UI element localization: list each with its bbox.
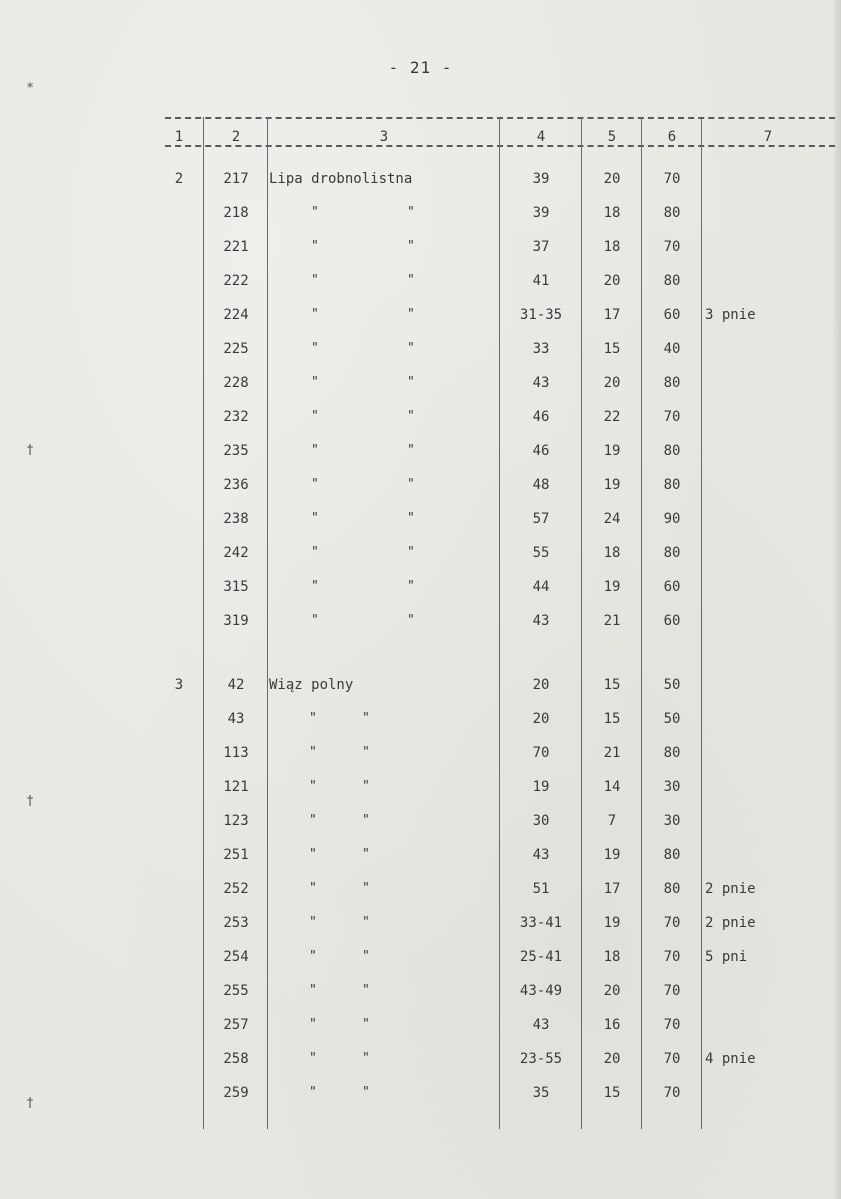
ditto-mark: " [362, 949, 370, 964]
cell-c2: 113 [223, 745, 249, 761]
cell-c2: 251 [223, 847, 249, 863]
cell-c4: 33-41 [519, 915, 563, 931]
table-row [165, 743, 835, 763]
ditto-mark: " [311, 375, 319, 390]
cell-c6: 70 [663, 949, 681, 965]
cell-c5: 17 [603, 307, 621, 323]
table-row [165, 237, 835, 257]
cell-c2: 217 [223, 171, 249, 187]
cell-c2: 221 [223, 239, 249, 255]
header-col-1: 1 [174, 129, 184, 145]
cell-c6: 70 [663, 983, 681, 999]
binder-hole-mark: † [26, 443, 34, 458]
cell-c4: 37 [532, 239, 550, 255]
cell-c5: 7 [607, 813, 617, 829]
ditto-mark: " [311, 545, 319, 560]
cell-c5: 18 [603, 239, 621, 255]
cell-c5: 19 [603, 443, 621, 459]
cell-c7: 2 pnie [705, 881, 756, 897]
cell-c4: 20 [532, 711, 550, 727]
cell-c2: 258 [223, 1051, 249, 1067]
cell-c7: 4 pnie [705, 1051, 756, 1067]
cell-c1: 3 [174, 677, 184, 693]
cell-c7: 2 pnie [705, 915, 756, 931]
cell-c6: 90 [663, 511, 681, 527]
cell-c4: 35 [532, 1085, 550, 1101]
ditto-mark: " [309, 813, 317, 828]
cell-c5: 20 [603, 171, 621, 187]
cell-c5: 21 [603, 613, 621, 629]
header-col-6: 6 [667, 129, 677, 145]
table-row [165, 811, 835, 831]
cell-c5: 22 [603, 409, 621, 425]
cell-c4: 43-49 [519, 983, 563, 999]
cell-c5: 19 [603, 847, 621, 863]
cell-c3: Wiąz polny [269, 677, 354, 693]
table-row [165, 675, 835, 695]
header-col-3: 3 [379, 129, 389, 145]
ditto-mark: " [407, 307, 415, 322]
table-row [165, 777, 835, 797]
cell-c2: 236 [223, 477, 249, 493]
ditto-mark: " [362, 915, 370, 930]
header-col-5: 5 [607, 129, 617, 145]
ditto-mark: " [407, 613, 415, 628]
cell-c5: 19 [603, 915, 621, 931]
ditto-mark: " [362, 983, 370, 998]
cell-c5: 15 [603, 677, 621, 693]
cell-c4: 43 [532, 1017, 550, 1033]
cell-c2: 232 [223, 409, 249, 425]
header-col-7: 7 [763, 129, 773, 145]
cell-c4: 43 [532, 847, 550, 863]
cell-c6: 60 [663, 579, 681, 595]
ditto-mark: " [311, 477, 319, 492]
cell-c2: 228 [223, 375, 249, 391]
ditto-mark: " [362, 779, 370, 794]
table-row [165, 271, 835, 291]
table-row [165, 543, 835, 563]
cell-c2: 224 [223, 307, 249, 323]
table-row [165, 509, 835, 529]
ditto-mark: " [309, 1017, 317, 1032]
cell-c2: 242 [223, 545, 249, 561]
cell-c4: 48 [532, 477, 550, 493]
cell-c5: 20 [603, 1051, 621, 1067]
ditto-mark: " [309, 949, 317, 964]
cell-c3: Lipa drobnolistna [269, 171, 413, 187]
cell-c6: 70 [663, 171, 681, 187]
cell-c5: 15 [603, 711, 621, 727]
table-row [165, 1049, 835, 1069]
cell-c6: 80 [663, 881, 681, 897]
cell-c2: 319 [223, 613, 249, 629]
ditto-mark: " [311, 341, 319, 356]
ditto-mark: " [311, 511, 319, 526]
cell-c4: 41 [532, 273, 550, 289]
ditto-mark: " [407, 239, 415, 254]
cell-c4: 43 [532, 375, 550, 391]
cell-c6: 80 [663, 205, 681, 221]
ditto-mark: " [309, 1051, 317, 1066]
cell-c6: 70 [663, 1017, 681, 1033]
cell-c4: 39 [532, 171, 550, 187]
binder-hole-mark: † [26, 794, 34, 809]
cell-c6: 80 [663, 477, 681, 493]
ditto-mark: " [407, 579, 415, 594]
cell-c6: 70 [663, 1051, 681, 1067]
cell-c1: 2 [174, 171, 184, 187]
cell-c2: 43 [227, 711, 245, 727]
ditto-mark: " [362, 1051, 370, 1066]
table-row [165, 913, 835, 933]
ditto-mark: " [311, 579, 319, 594]
cell-c4: 23-55 [519, 1051, 563, 1067]
page-number: - 21 - [388, 58, 453, 77]
header-col-4: 4 [536, 129, 546, 145]
table-row [165, 1015, 835, 1035]
ditto-mark: " [309, 745, 317, 760]
cell-c2: 222 [223, 273, 249, 289]
cell-c4: 30 [532, 813, 550, 829]
ditto-mark: " [407, 409, 415, 424]
cell-c5: 20 [603, 983, 621, 999]
binder-hole-mark: * [26, 81, 34, 96]
cell-c4: 55 [532, 545, 550, 561]
cell-c5: 18 [603, 545, 621, 561]
table-row [165, 709, 835, 729]
ditto-mark: " [309, 915, 317, 930]
cell-c4: 31-35 [519, 307, 563, 323]
cell-c6: 80 [663, 847, 681, 863]
cell-c6: 70 [663, 409, 681, 425]
ditto-mark: " [362, 1085, 370, 1100]
cell-c4: 57 [532, 511, 550, 527]
cell-c7: 5 pni [705, 949, 748, 965]
table-top-rule [165, 117, 835, 119]
ditto-mark: " [407, 375, 415, 390]
cell-c4: 70 [532, 745, 550, 761]
cell-c6: 50 [663, 677, 681, 693]
ditto-mark: " [309, 983, 317, 998]
table-row [165, 845, 835, 865]
cell-c6: 60 [663, 307, 681, 323]
cell-c4: 39 [532, 205, 550, 221]
table-row [165, 373, 835, 393]
cell-c5: 14 [603, 779, 621, 795]
cell-c2: 255 [223, 983, 249, 999]
cell-c2: 123 [223, 813, 249, 829]
header-col-2: 2 [231, 129, 241, 145]
table-row [165, 475, 835, 495]
cell-c6: 80 [663, 273, 681, 289]
ditto-mark: " [311, 613, 319, 628]
ditto-mark: " [407, 341, 415, 356]
ditto-mark: " [311, 205, 319, 220]
table-row [165, 879, 835, 899]
cell-c6: 80 [663, 443, 681, 459]
cell-c6: 70 [663, 915, 681, 931]
cell-c6: 80 [663, 545, 681, 561]
cell-c6: 80 [663, 745, 681, 761]
ditto-mark: " [309, 779, 317, 794]
table-row [165, 981, 835, 1001]
ditto-mark: " [407, 443, 415, 458]
cell-c4: 46 [532, 443, 550, 459]
cell-c5: 15 [603, 1085, 621, 1101]
ditto-mark: " [362, 711, 370, 726]
ditto-mark: " [309, 711, 317, 726]
ditto-mark: " [407, 273, 415, 288]
cell-c2: 225 [223, 341, 249, 357]
ditto-mark: " [309, 1085, 317, 1100]
table-row [165, 611, 835, 631]
ditto-mark: " [407, 511, 415, 526]
ditto-mark: " [311, 409, 319, 424]
cell-c2: 315 [223, 579, 249, 595]
ditto-mark: " [311, 273, 319, 288]
table-row [165, 1083, 835, 1103]
table-row [165, 305, 835, 325]
cell-c5: 17 [603, 881, 621, 897]
ditto-mark: " [362, 847, 370, 862]
cell-c2: 259 [223, 1085, 249, 1101]
cell-c5: 20 [603, 375, 621, 391]
ditto-mark: " [407, 205, 415, 220]
cell-c6: 30 [663, 813, 681, 829]
cell-c4: 51 [532, 881, 550, 897]
cell-c4: 25-41 [519, 949, 563, 965]
binder-hole-mark: † [26, 1096, 34, 1111]
table-row [165, 339, 835, 359]
ditto-mark: " [407, 477, 415, 492]
cell-c2: 257 [223, 1017, 249, 1033]
cell-c6: 50 [663, 711, 681, 727]
cell-c5: 24 [603, 511, 621, 527]
cell-c7: 3 pnie [705, 307, 756, 323]
table-row [165, 407, 835, 427]
cell-c6: 40 [663, 341, 681, 357]
ditto-mark: " [362, 813, 370, 828]
ditto-mark: " [362, 745, 370, 760]
cell-c6: 70 [663, 239, 681, 255]
cell-c6: 60 [663, 613, 681, 629]
cell-c6: 80 [663, 375, 681, 391]
cell-c5: 18 [603, 949, 621, 965]
cell-c4: 19 [532, 779, 550, 795]
ditto-mark: " [311, 239, 319, 254]
table-row [165, 947, 835, 967]
table-row [165, 577, 835, 597]
cell-c6: 70 [663, 1085, 681, 1101]
cell-c5: 16 [603, 1017, 621, 1033]
cell-c4: 20 [532, 677, 550, 693]
ditto-mark: " [311, 443, 319, 458]
cell-c5: 21 [603, 745, 621, 761]
cell-c2: 235 [223, 443, 249, 459]
ditto-mark: " [309, 847, 317, 862]
ditto-mark: " [311, 307, 319, 322]
table-row [165, 169, 835, 189]
cell-c6: 30 [663, 779, 681, 795]
cell-c4: 46 [532, 409, 550, 425]
cell-c2: 218 [223, 205, 249, 221]
cell-c4: 33 [532, 341, 550, 357]
cell-c5: 19 [603, 579, 621, 595]
table-row [165, 441, 835, 461]
cell-c2: 42 [227, 677, 245, 693]
cell-c2: 253 [223, 915, 249, 931]
inventory-table [165, 117, 835, 1129]
cell-c2: 254 [223, 949, 249, 965]
cell-c4: 44 [532, 579, 550, 595]
cell-c5: 20 [603, 273, 621, 289]
ditto-mark: " [362, 881, 370, 896]
cell-c5: 18 [603, 205, 621, 221]
cell-c2: 238 [223, 511, 249, 527]
table-row [165, 203, 835, 223]
cell-c2: 252 [223, 881, 249, 897]
ditto-mark: " [362, 1017, 370, 1032]
table-header-rule [165, 145, 835, 147]
cell-c5: 19 [603, 477, 621, 493]
cell-c4: 43 [532, 613, 550, 629]
ditto-mark: " [309, 881, 317, 896]
ditto-mark: " [407, 545, 415, 560]
cell-c2: 121 [223, 779, 249, 795]
cell-c5: 15 [603, 341, 621, 357]
